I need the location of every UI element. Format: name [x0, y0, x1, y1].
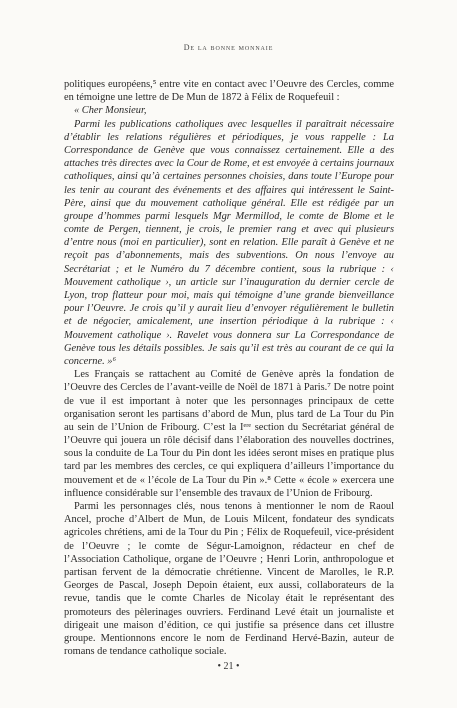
quote-letter-body: Parmi les publications catholiques avec lesquelles il paraîtrait nécessaire d’établir les relations régulières et périodiques, je vous rappelle : La Correspondance de Genève que vous connaissez certainement. Elle a des attaches très directes avec la Cour de Rome, et est envoyée à certains journaux catholiques, ainsi qu’à certaines personnes choisies, dans toute l’Europe pour les tenir au courant des événements et des affaires qui intéressent le Saint-Père, ainsi que du mouvement catholique général. Elle est rédigée par un groupe d’hommes parmi lesquels Mgr Mermillod, le comte de Blome et le comte de Pergen, tiennent, je crois, le premier rang et avec qui plusieurs d’entre nous (moi en particulier), sont en relation. Elle paraît à Genève et ne reçoit pas d’abonnements, mais des subventions. On nous l’envoye au Secrétariat ; et le Numéro du 7 décembre contient, sous la rubrique : ‹ Mouvement catholique ›, un article sur l’inauguration du dernier cercle de Lyon, trop flatteur pour moi, mais qui témoigne d’une grande bienveillance pour l’Oeuvre. Je crois qu’il y aurait lieu d’envoyer régulièrement le bulletin et de négocier, amicalement, une insertion périodique à la rubrique : ‹ Mouvement catholique ›. Ravelet vous donnera sur La Correspondance de Genève tous les détails possibles. Je sais qu’il est très au courant de ce qui la concerne. »⁶: [64, 118, 394, 367]
running-head: De la bonne monnaie: [183, 43, 274, 52]
paragraph-intro: politiques européens,⁵ entre vite en contact avec l’Oeuvre des Cercles, comme en témoigne une lettre de De Mun de 1872 à Félix de Roquefeuil :: [64, 79, 394, 104]
body-text: [64, 78, 394, 658]
paragraph-geneva-committee: Les Français se rattachent au Comité de Genève après la fondation de l’Oeuvre des Cercles de l’avant-veille de Noël de 1871 à Paris.⁷ De notre point de vue il est important à noter que les personnages principaux de cette organisation seront les partisans d’abord de Mun, plus tard de La Tour du Pin au sein de l’Union de Fribourg. C’est la Iᵉʳᵉ section du Secrétariat général de l’Oeuvre qui jouera un rôle décisif dans l’élaboration des nouvelles doctrines, sous la conduite de La Tour du Pin dont les idées seront mises en pratique plus tard par les membres des cercles, ce qui expliquera d’ailleurs l’importance du mouvement et de « l’école de La Tour du Pin ».⁸ Cette « école » exercera une influence considérable sur l’ensemble des travaux de l’Union de Fribourg.: [64, 369, 394, 499]
quote-salutation: « Cher Monsieur,: [74, 105, 147, 117]
paragraph-key-figures: Parmi les personnages clés, nous tenons à mentionner le nom de Raoul Ancel, proche d’Albert de Mun, de Louis Milcent, fondateur des syndicats agricoles chrétiens, ami de la Tour du Pin ; Félix de Roquefeuil, vice-président de l’Oeuvre ; le comte de Ségur-Lamoignon, rédacteur en chef de l’Association Catholique, organe de l’Oeuvre ; Henri Lorin, anthropologue et partisan fervent de la démocratie chrétienne. Vincent de Marolles, le R.P. Georges de Pascal, Joseph Depoin étaient, eux aussi, collaborateurs de la revue, tandis que le comte Charles de Nicolay était le représentant des promoteurs des pèlerinages ouvriers. Ferdinand Levé était un journaliste et dirigeait une maison d’édition, ce qui justifie sa présence dans cet illustre groupe. Mentionnons encore le nom de Ferdinand Hervé-Bazin, auteur de romans de tendance catholique sociale.: [64, 501, 394, 658]
page-number: • 21 •: [217, 661, 240, 672]
